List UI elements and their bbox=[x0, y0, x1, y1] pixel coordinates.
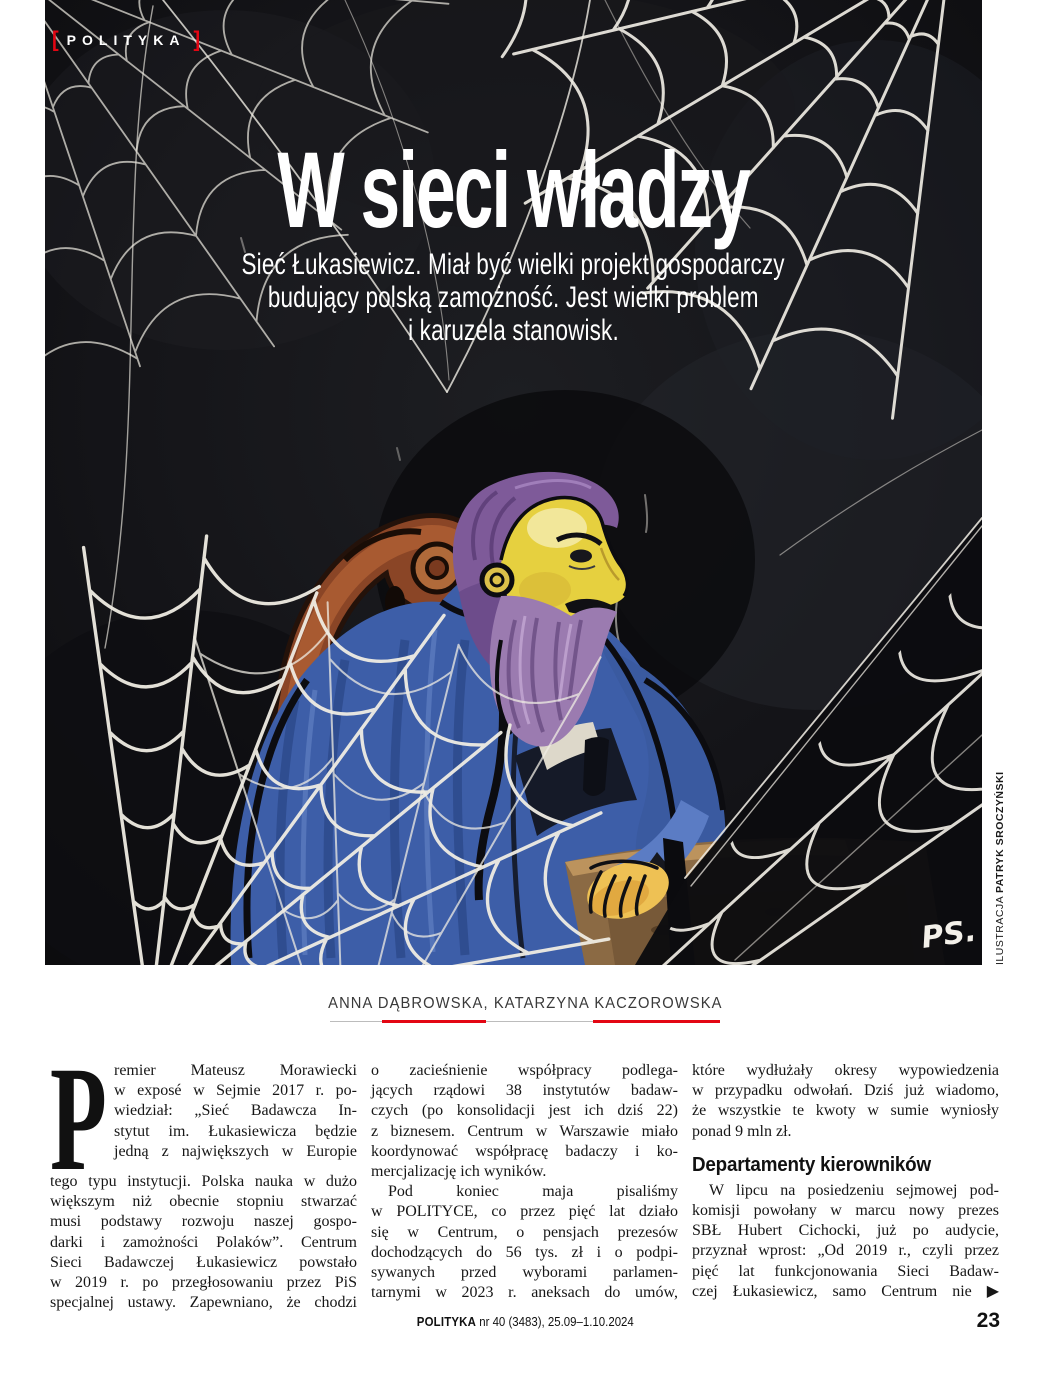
text-line: Sieci Badawczej Łukasiewicz powstało bbox=[50, 1253, 357, 1271]
text-line: darki i zamożności Polaków”. Centrum bbox=[50, 1233, 357, 1251]
standfirst-line: i karuzela stanowisk. bbox=[408, 314, 619, 347]
credit-prefix: ILUSTRACJA bbox=[994, 892, 1006, 965]
footer-magazine-name: POLITYKA bbox=[416, 1314, 476, 1329]
article-column-2 bbox=[371, 1061, 678, 1313]
article-column-3 bbox=[692, 1061, 999, 1313]
text-line: które wydłużały okresy wypowiedzenia bbox=[692, 1062, 999, 1079]
standfirst-line: budujący polską zamożność. Jest wielki problem bbox=[268, 281, 759, 314]
artist-signature: PS. bbox=[919, 913, 979, 956]
byline-authors: ANNA DĄBROWSKA, KATARZYNA KACZOROWSKA bbox=[327, 995, 723, 1012]
masthead-bracket-right: ] bbox=[193, 27, 201, 53]
text-line: się w Centrum, o pensjach prezesów bbox=[371, 1223, 678, 1241]
rule-segment-red bbox=[382, 1020, 486, 1023]
footer-issue-text: nr 40 (3483), 25.09–1.10.2024 bbox=[475, 1314, 634, 1329]
text-line: W lipcu na posiedzeniu sejmowej pod- bbox=[709, 1181, 999, 1199]
text-line: remier Mateusz Morawiecki bbox=[114, 1062, 357, 1079]
text-line: wiedział: „Sieć Badawcza In- bbox=[114, 1102, 357, 1120]
drop-cap: P bbox=[50, 1036, 107, 1202]
masthead-label: POLITYKA bbox=[66, 32, 186, 48]
text-line: stytut im. Łukasiewicza będzie bbox=[114, 1122, 357, 1140]
text-line: specjalnej ustawy. Zapewniano, że chodzi bbox=[50, 1294, 357, 1312]
rule-segment-red bbox=[593, 1020, 720, 1023]
text-line: SBŁ Hubert Cichocki, już po audycie, bbox=[692, 1222, 999, 1240]
text-line: ponad 9 mln zł. bbox=[692, 1122, 792, 1140]
text-line: jących rządowi 38 instytutów badaw- bbox=[371, 1082, 678, 1100]
page-number: 23 bbox=[976, 1309, 1000, 1332]
rule-segment-gray bbox=[330, 1021, 382, 1023]
text-line: z biznesem. Centrum w Warszawie miało bbox=[371, 1122, 678, 1140]
masthead bbox=[52, 27, 201, 53]
text-line: czych (po konsolidacji jest ich dziś 22) bbox=[371, 1102, 678, 1120]
article-title-text: W sieci władzy bbox=[277, 129, 750, 250]
text-line: tego typu instytucji. Polska nauka w dużo bbox=[50, 1173, 357, 1190]
standfirst-line: Sieć Łukasiewicz. Miał być wielki projekt gospodarczy bbox=[241, 248, 786, 281]
text-line: Pod koniec maja pisaliśmy bbox=[388, 1183, 678, 1201]
text-line: większym niż obecnie stopniu stwarzać bbox=[50, 1193, 357, 1211]
article-title bbox=[45, 129, 982, 250]
text-line: w przypadku odwołań. Dziś już wiadomo, bbox=[692, 1082, 999, 1100]
article-body bbox=[50, 1036, 999, 1313]
article-column-1 bbox=[50, 1036, 357, 1313]
text-line: jedną z największych w Europie bbox=[114, 1142, 357, 1160]
text-line: komisji powołany w marcu nowy prezes bbox=[692, 1202, 999, 1220]
article-standfirst bbox=[45, 248, 982, 347]
text-line: pięć lat funkcjonowania Sieci Badaw- bbox=[692, 1262, 999, 1280]
byline-rule bbox=[330, 1020, 720, 1023]
credit-name: PATRYK SROCZYŃSKI bbox=[994, 771, 1006, 893]
text-line: o zacieśnienie współpracy podlega- bbox=[371, 1062, 678, 1079]
text-line: w POLITYCE, co przez pięć lat działo bbox=[371, 1203, 678, 1221]
text-line: koordynować współpracę badaczy i ko- bbox=[371, 1142, 678, 1160]
text-line: mercjalizację ich wyników. bbox=[371, 1163, 547, 1181]
text-line: sywanych przed wyborami parlamen- bbox=[371, 1264, 678, 1282]
text-line: że wszystkie te kwoty w sumie wyniosły bbox=[692, 1102, 999, 1120]
rule-segment-gray bbox=[486, 1021, 593, 1023]
illustration-credit bbox=[994, 737, 1006, 965]
section-subhead: Departamenty kierowników bbox=[692, 1153, 931, 1176]
text-line: tarnymi w 2023 r. aneksach do umów, bbox=[371, 1284, 678, 1302]
masthead-bracket-left: [ bbox=[52, 27, 59, 53]
text-line: przyznał wprost: „Od 2019 r., czyli przez bbox=[692, 1242, 999, 1260]
text-line: dochodzących do 56 tys. zł i o podpi- bbox=[371, 1243, 678, 1261]
text-line: w 2019 r. po przegłosowaniu przez PiS bbox=[50, 1274, 357, 1292]
text-line: musi podstawy rozwoju naszej gospo- bbox=[50, 1213, 357, 1231]
text-line: czej Łukasiewicz, samo Centrum nie ▶ bbox=[692, 1282, 999, 1300]
byline bbox=[0, 995, 1050, 1023]
footer-issue-info bbox=[0, 1314, 1050, 1329]
text-line: w exposé w Sejmie 2017 r. po- bbox=[114, 1082, 357, 1100]
